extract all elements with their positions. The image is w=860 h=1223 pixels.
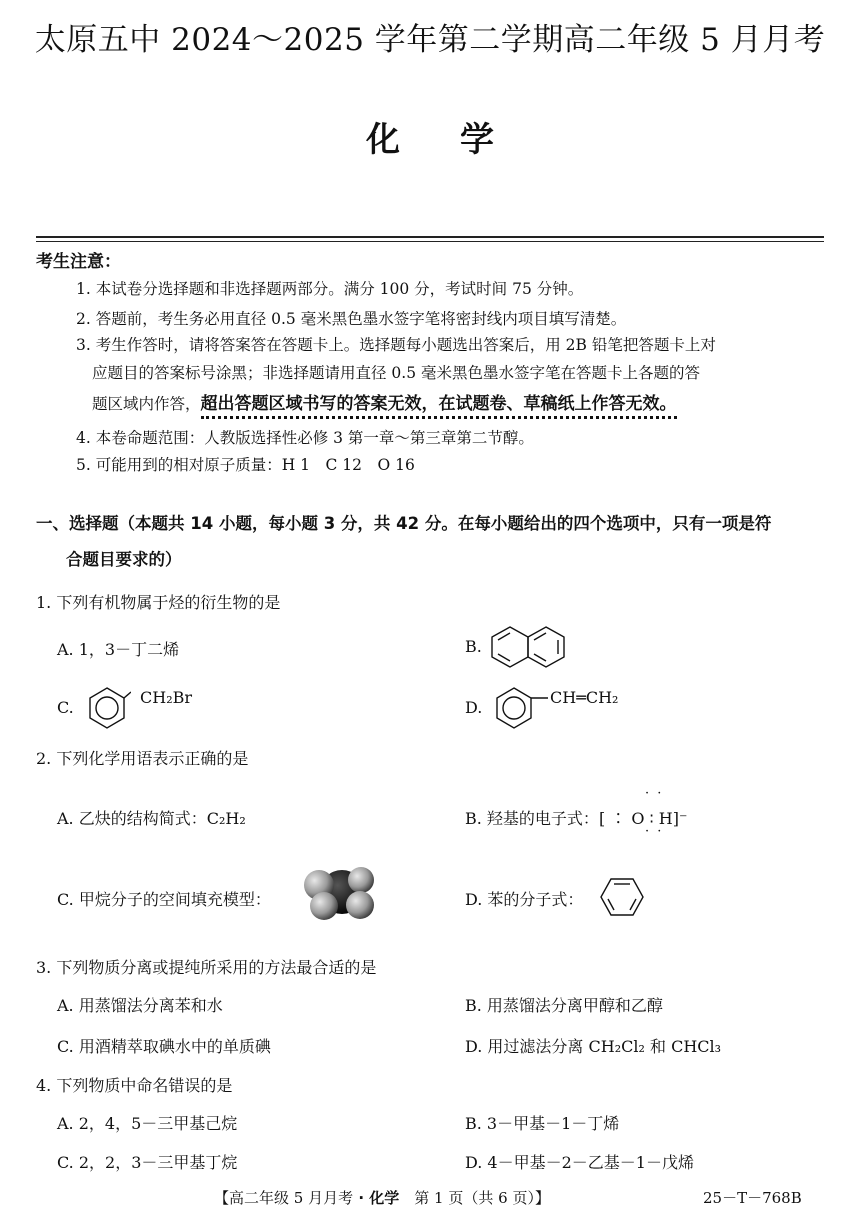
notice-item-2: 2. 答题前，考生务必用直径 0.5 毫米黑色墨水签字笔将密封线内项目填写清楚。 xyxy=(76,310,627,328)
styrene-icon xyxy=(492,684,548,730)
section-heading-line2: 合题目要求的） xyxy=(66,550,182,569)
q2-b-dots-top: · · xyxy=(645,786,664,801)
methane-model-icon xyxy=(302,858,382,922)
q1-option-d: D. xyxy=(465,698,483,717)
notice-item-5: 5. 可能用到的相对原子质量：H 1 C 12 O 16 xyxy=(76,456,415,474)
question-2-stem: 2. 下列化学用语表示正确的是 xyxy=(36,749,249,768)
notice-heading: 考生注意： xyxy=(36,252,121,272)
q2-b-formula: [ ∶ O ∶ H]⁻ xyxy=(598,809,688,828)
q1-c-formula: CH₂Br xyxy=(140,688,193,707)
q2-b-label: B. 羟基的电子式： xyxy=(465,809,599,828)
footer-page-number: 第 1 页（共 6 页） xyxy=(399,1189,535,1207)
q3-option-a: A. 用蒸馏法分离苯和水 xyxy=(57,996,223,1015)
q4-option-a: A. 2，4，5－三甲基己烷 xyxy=(57,1114,238,1133)
header-rule-thin xyxy=(36,241,824,242)
footer-bracket-right: 】 xyxy=(534,1189,550,1207)
q3-option-c: C. 用酒精萃取碘水中的单质碘 xyxy=(57,1037,271,1056)
naphthalene-icon xyxy=(490,624,568,670)
benzyl-bromide-icon xyxy=(85,684,131,730)
q2-option-a: A. 乙炔的结构简式：C₂H₂ xyxy=(57,809,246,828)
footer-bracket-left: 【 xyxy=(214,1189,230,1207)
q4-option-b: B. 3－甲基－1－丁烯 xyxy=(465,1114,620,1133)
q1-option-b: B. xyxy=(465,637,482,656)
q3-option-d: D. 用过滤法分离 CH₂Cl₂ 和 CHCl₃ xyxy=(465,1037,722,1056)
q1-option-c: C. xyxy=(57,698,74,717)
footer-dot: · xyxy=(353,1189,370,1207)
question-4-stem: 4. 下列物质中命名错误的是 xyxy=(36,1076,233,1095)
footer-info xyxy=(214,1187,550,1208)
question-1-stem: 1. 下列有机物属于烃的衍生物的是 xyxy=(36,593,281,612)
footer-grade: 高二年级 5 月月考 xyxy=(229,1189,354,1207)
q2-b-dots-bottom: · · xyxy=(645,824,664,839)
q3-option-b: B. 用蒸馏法分离甲醇和乙醇 xyxy=(465,996,663,1015)
notice-item-4: 4. 本卷命题范围：人教版选择性必修 3 第一章～第三章第二节醇。 xyxy=(76,429,534,447)
question-3-stem: 3. 下列物质分离或提纯所采用的方法最合适的是 xyxy=(36,958,377,977)
subject-title: 化学 xyxy=(366,120,554,160)
exam-title: 太原五中 2024～2025 学年第二学期高二年级 5 月月考 xyxy=(34,22,826,58)
notice-emphasis: 超出答题区域书写的答案无效，在试题卷、草稿纸上作答无效。 xyxy=(201,394,677,419)
header-rule-thick xyxy=(36,236,824,238)
q2-option-d: D. 苯的分子式： xyxy=(465,890,584,909)
benzene-icon xyxy=(600,877,644,917)
notice-item-1: 1. 本试卷分选择题和非选择题两部分。满分 100 分，考试时间 75 分钟。 xyxy=(76,280,584,298)
footer-subject: 化学 xyxy=(369,1189,400,1207)
notice-item-3: 3. 考生作答时，请将答案答在答题卡上。选择题每小题选出答案后，用 2B 铅笔把答题卡上对 xyxy=(76,336,716,354)
q1-option-a: A. 1，3－丁二烯 xyxy=(57,640,180,659)
q4-option-d: D. 4－甲基－2－乙基－1－戊烯 xyxy=(465,1153,694,1172)
section-heading-line1: 一、选择题（本题共 14 小题，每小题 3 分，共 42 分。在每小题给出的四个选项中，只有一项是符 xyxy=(36,514,772,533)
footer-code: 25－T－768B xyxy=(703,1189,802,1207)
q2-option-c: C. 甲烷分子的空间填充模型： xyxy=(57,890,271,909)
notice-item-3-tail: 题区域内作答， xyxy=(92,395,201,413)
q1-d-formula: CH═CH₂ xyxy=(550,688,619,707)
notice-item-3-cont2 xyxy=(92,389,677,414)
q4-option-c: C. 2，2，3－三甲基丁烷 xyxy=(57,1153,238,1172)
notice-item-3-cont: 应题目的答案标号涂黑；非选择题请用直径 0.5 毫米黑色墨水签字笔在答题卡上各题的答 xyxy=(92,364,701,382)
